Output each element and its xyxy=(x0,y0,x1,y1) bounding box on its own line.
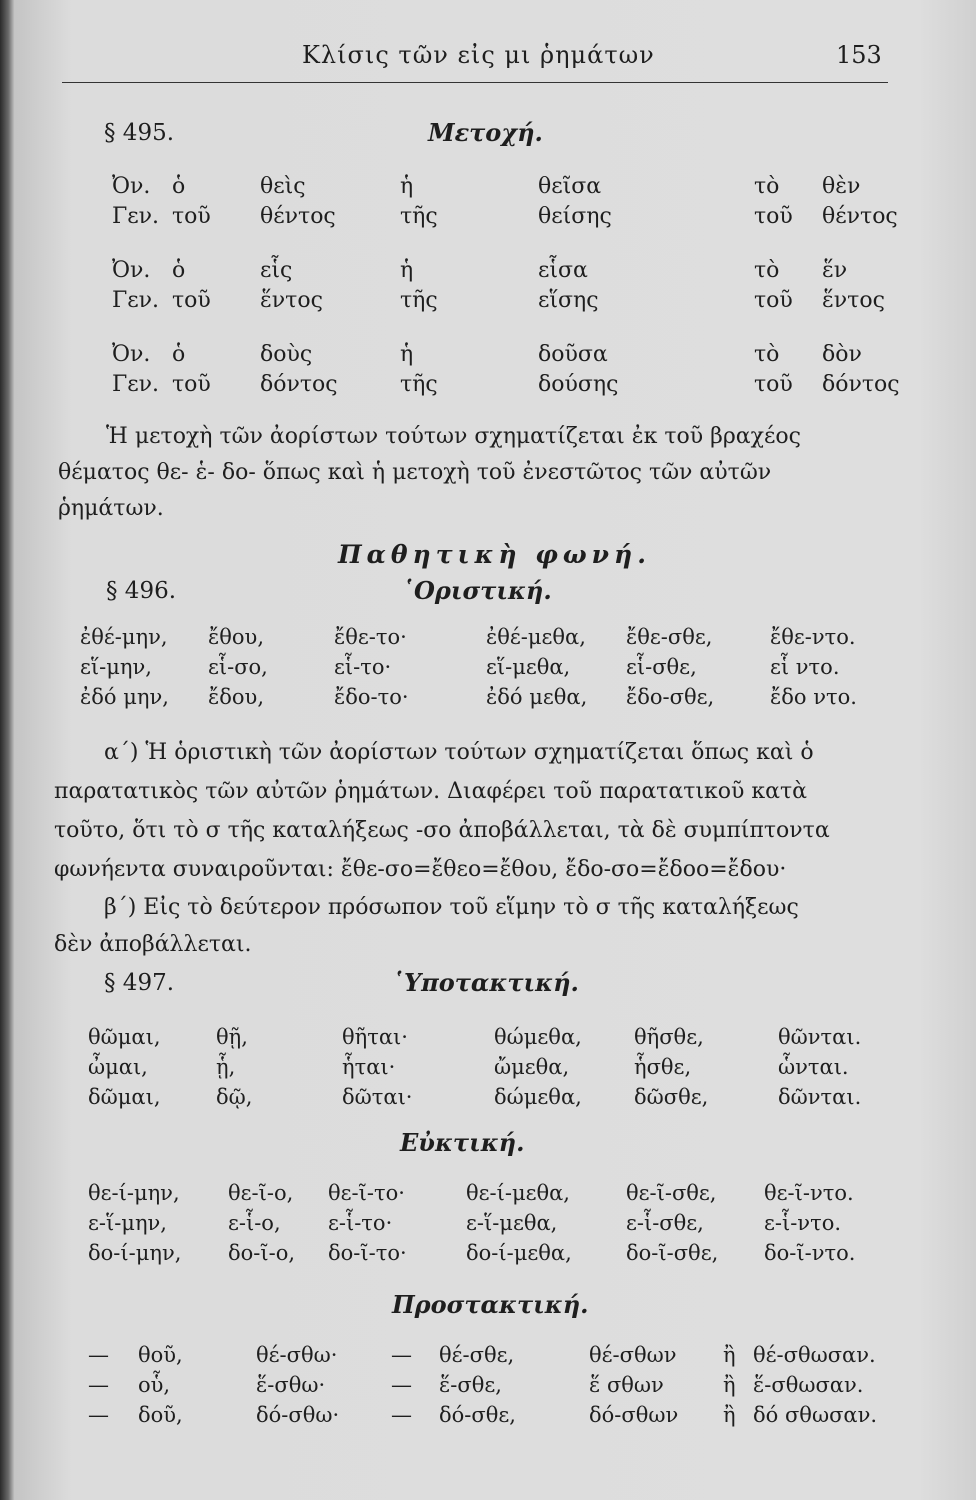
cell: ὧνται. xyxy=(778,1055,849,1079)
cell: δό-σθω· xyxy=(256,1403,340,1427)
optative-heading: Εὐκτική. xyxy=(400,1128,525,1157)
paragraph-line: φωνήεντα συναιροῦνται: ἔθε-σο=ἔθεο=ἔθου, ἔδο-σο=ἔδοο=ἔδου· xyxy=(54,857,787,882)
cell: τοῦ xyxy=(172,204,211,229)
participle-table xyxy=(112,172,922,232)
cell: ὁ xyxy=(172,342,186,367)
cell xyxy=(658,340,754,370)
cell: δο-ί-μεθα, xyxy=(466,1241,572,1265)
cell: δό σθωσαν. xyxy=(753,1403,878,1427)
cell: Ὀν. xyxy=(112,342,151,367)
page-number: 153 xyxy=(836,41,882,69)
cell: — xyxy=(391,1343,412,1367)
cell: δῶνται. xyxy=(778,1085,862,1109)
subjunctive-heading: ῾Υποτακτική. xyxy=(392,968,579,997)
cell: θέ-σθε, xyxy=(439,1343,515,1367)
subjunctive-table xyxy=(88,1022,898,1112)
cell: δο-ί-μην, xyxy=(88,1241,182,1265)
cell: θεῖσα xyxy=(538,174,602,199)
cell: εἵ-μεθα, xyxy=(486,655,571,679)
cell: ε-ἵ-μην, xyxy=(88,1211,167,1235)
cell xyxy=(658,202,754,232)
passive-voice-heading: Παθητικὴ φωνή. xyxy=(338,540,651,569)
cell: δό-σθων xyxy=(589,1403,679,1427)
cell: ἔθε-το· xyxy=(334,625,407,649)
cell: εἷ ντο. xyxy=(770,655,840,679)
participle-heading: Μετοχή. xyxy=(428,118,543,147)
cell: θὲν xyxy=(822,174,861,199)
cell: ἡ xyxy=(400,174,414,199)
cell: ε-ἷ-ο, xyxy=(228,1211,281,1235)
cell: δῶμαι, xyxy=(88,1085,161,1109)
cell: ε-ἷ-σθε, xyxy=(626,1211,704,1235)
cell: εἷ-το· xyxy=(334,655,392,679)
cell: θώμεθα, xyxy=(494,1025,582,1049)
cell: τοῦ xyxy=(172,372,211,397)
cell: τὸ xyxy=(754,342,780,367)
cell: ἧται· xyxy=(342,1055,396,1079)
cell xyxy=(658,286,754,316)
paragraph-line: ῥημάτων. xyxy=(58,496,164,521)
cell: ἔθε-ντο. xyxy=(770,625,856,649)
cell: ε-ἷ-ντο. xyxy=(764,1211,842,1235)
cell: ε-ἷ-το· xyxy=(328,1211,393,1235)
cell: εἷς xyxy=(260,258,293,283)
cell: ἐδό μεθα, xyxy=(486,685,588,709)
cell: εἷσα xyxy=(538,258,588,283)
cell: ἕν xyxy=(822,258,848,283)
cell: εἵ-μην, xyxy=(80,655,152,679)
cell: θε-ί-μεθα, xyxy=(466,1181,570,1205)
paragraph-line: α΄) Ἡ ὁριστικὴ τῶν ἀορίστων τούτων σχηματίζεται ὅπως καὶ ὁ xyxy=(104,740,814,765)
cell: θεὶς xyxy=(260,174,306,199)
cell: θῆται· xyxy=(342,1025,408,1049)
cell: ἔθε-σθε, xyxy=(626,625,713,649)
cell: ἕ σθων xyxy=(589,1373,664,1397)
cell: ἕ-σθω· xyxy=(256,1373,326,1397)
cell: ἕ-σθε, xyxy=(439,1373,502,1397)
cell: θέντος xyxy=(822,204,898,229)
cell: — xyxy=(88,1343,109,1367)
cell: ἕντος xyxy=(822,288,885,313)
cell: δο-ῖ-σθε, xyxy=(626,1241,719,1265)
cell: θέ-σθων xyxy=(589,1343,677,1367)
cell: ἔθου, xyxy=(208,625,264,649)
cell: ὁ xyxy=(172,258,186,283)
cell: τῆς xyxy=(400,204,438,229)
cell: θῶνται. xyxy=(778,1025,862,1049)
cell: θε-ῖ-ο, xyxy=(228,1181,294,1205)
cell: Γεν. xyxy=(112,372,160,397)
cell: ἔδο-σθε, xyxy=(626,685,715,709)
cell: τοῦ xyxy=(172,288,211,313)
cell: ἔδο-το· xyxy=(334,685,409,709)
running-title: Κλίσις τῶν εἰς μι ῥημάτων xyxy=(302,41,655,69)
indicative-table xyxy=(80,622,890,712)
cell: ὤμεθα, xyxy=(494,1055,570,1079)
cell: τοῦ xyxy=(754,372,793,397)
paragraph-line: παρατατικὸς τῶν αὐτῶν ῥημάτων. Διαφέρει τοῦ παρατατικοῦ κατὰ xyxy=(54,779,807,804)
cell: δοὺς xyxy=(260,342,313,367)
cell: ἕντος xyxy=(260,288,323,313)
section-497-label: § 497. xyxy=(104,970,175,996)
cell xyxy=(658,256,754,286)
cell: θε-ῖ-σθε, xyxy=(626,1181,717,1205)
section-495-label: § 495. xyxy=(104,120,175,146)
cell: Γεν. xyxy=(112,204,160,229)
cell: ἐθέ-μην, xyxy=(80,625,168,649)
cell: ἢ xyxy=(723,1343,736,1367)
cell: θέντος xyxy=(260,204,336,229)
cell: ἐθέ-μεθα, xyxy=(486,625,586,649)
paragraph-line: β΄) Εἰς τὸ δεύτερον πρόσωπον τοῦ εἵμην τὸ σ τῆς καταλήξεως xyxy=(104,895,799,920)
cell: ὦμαι, xyxy=(88,1055,148,1079)
cell: θείσης xyxy=(538,204,612,229)
cell: θέ-σθωσαν. xyxy=(753,1343,876,1367)
cell: θέ-σθω· xyxy=(256,1343,338,1367)
cell: δόντος xyxy=(822,372,900,397)
cell: οὗ, xyxy=(138,1373,171,1397)
section-496-label: § 496. xyxy=(106,578,177,604)
cell: θῇ, xyxy=(216,1025,248,1049)
cell: δόντος xyxy=(260,372,338,397)
cell: — xyxy=(391,1373,412,1397)
cell: θῆσθε, xyxy=(634,1025,704,1049)
cell: — xyxy=(391,1403,412,1427)
cell: δο-ῖ-ο, xyxy=(228,1241,296,1265)
cell: δώμεθα, xyxy=(494,1085,582,1109)
cell: ἡ xyxy=(400,258,414,283)
cell: δὸν xyxy=(822,342,862,367)
cell xyxy=(658,172,754,202)
cell: τοῦ xyxy=(754,204,793,229)
cell: δούσης xyxy=(538,372,619,397)
cell: δο-ῖ-το· xyxy=(328,1241,407,1265)
cell: θε-ῖ-το· xyxy=(328,1181,405,1205)
cell: ἧσθε, xyxy=(634,1055,692,1079)
cell: δῷ, xyxy=(216,1085,253,1109)
cell: θε-ῖ-ντο. xyxy=(764,1181,854,1205)
indicative-heading: ῾Οριστική. xyxy=(402,576,552,605)
cell: θοῦ, xyxy=(138,1343,183,1367)
participle-table xyxy=(112,256,922,316)
cell: ἢ xyxy=(723,1403,736,1427)
cell: εἷ-σο, xyxy=(208,655,268,679)
cell: ἐδό μην, xyxy=(80,685,169,709)
paragraph-line: Ἡ μετοχὴ τῶν ἀορίστων τούτων σχηματίζεται ἐκ τοῦ βραχέος xyxy=(106,424,801,449)
paragraph-line: τοῦτο, ὅτι τὸ σ τῆς καταλήξεως -σο ἀποβάλλεται, τὰ δὲ συμπίπτοντα xyxy=(54,818,830,843)
cell: ἔδου, xyxy=(208,685,264,709)
cell: θε-ί-μην, xyxy=(88,1181,180,1205)
cell: εἵσης xyxy=(538,288,599,313)
cell: τὸ xyxy=(754,174,780,199)
cell: δό-σθε, xyxy=(439,1403,516,1427)
book-binding-shadow xyxy=(0,0,14,1500)
cell: εἷ-σθε, xyxy=(626,655,697,679)
cell: θῶμαι, xyxy=(88,1025,161,1049)
cell: τῆς xyxy=(400,372,438,397)
paragraph-line: θέματος θε- ἑ- δο- ὅπως καὶ ἡ μετοχὴ τοῦ ἐνεστῶτος τῶν αὐτῶν xyxy=(58,460,772,485)
cell: ἔδο ντο. xyxy=(770,685,857,709)
cell: δοῦ, xyxy=(138,1403,183,1427)
cell: δῶσθε, xyxy=(634,1085,709,1109)
cell: ᾗ, xyxy=(216,1055,236,1079)
cell: ε-ἵ-μεθα, xyxy=(466,1211,558,1235)
cell: δο-ῖ-ντο. xyxy=(764,1241,856,1265)
optative-table xyxy=(88,1178,884,1268)
cell: — xyxy=(88,1403,109,1427)
cell xyxy=(658,370,754,400)
cell: ὁ xyxy=(172,174,186,199)
cell: Γεν. xyxy=(112,288,160,313)
cell: Ὀν. xyxy=(112,174,151,199)
imperative-table xyxy=(88,1340,893,1430)
cell: τῆς xyxy=(400,288,438,313)
header-rule xyxy=(62,82,888,83)
cell: ἕ-σθωσαν. xyxy=(753,1373,864,1397)
cell: δοῦσα xyxy=(538,342,608,367)
cell: ἢ xyxy=(723,1373,736,1397)
cell: ἡ xyxy=(400,342,414,367)
participle-table xyxy=(112,340,922,400)
imperative-heading: Προστακτική. xyxy=(392,1290,589,1319)
cell: Ὀν. xyxy=(112,258,151,283)
cell: δῶται· xyxy=(342,1085,413,1109)
cell: τοῦ xyxy=(754,288,793,313)
cell: τὸ xyxy=(754,258,780,283)
cell: — xyxy=(88,1373,109,1397)
paragraph-line: δὲν ἀποβάλλεται. xyxy=(54,932,252,957)
